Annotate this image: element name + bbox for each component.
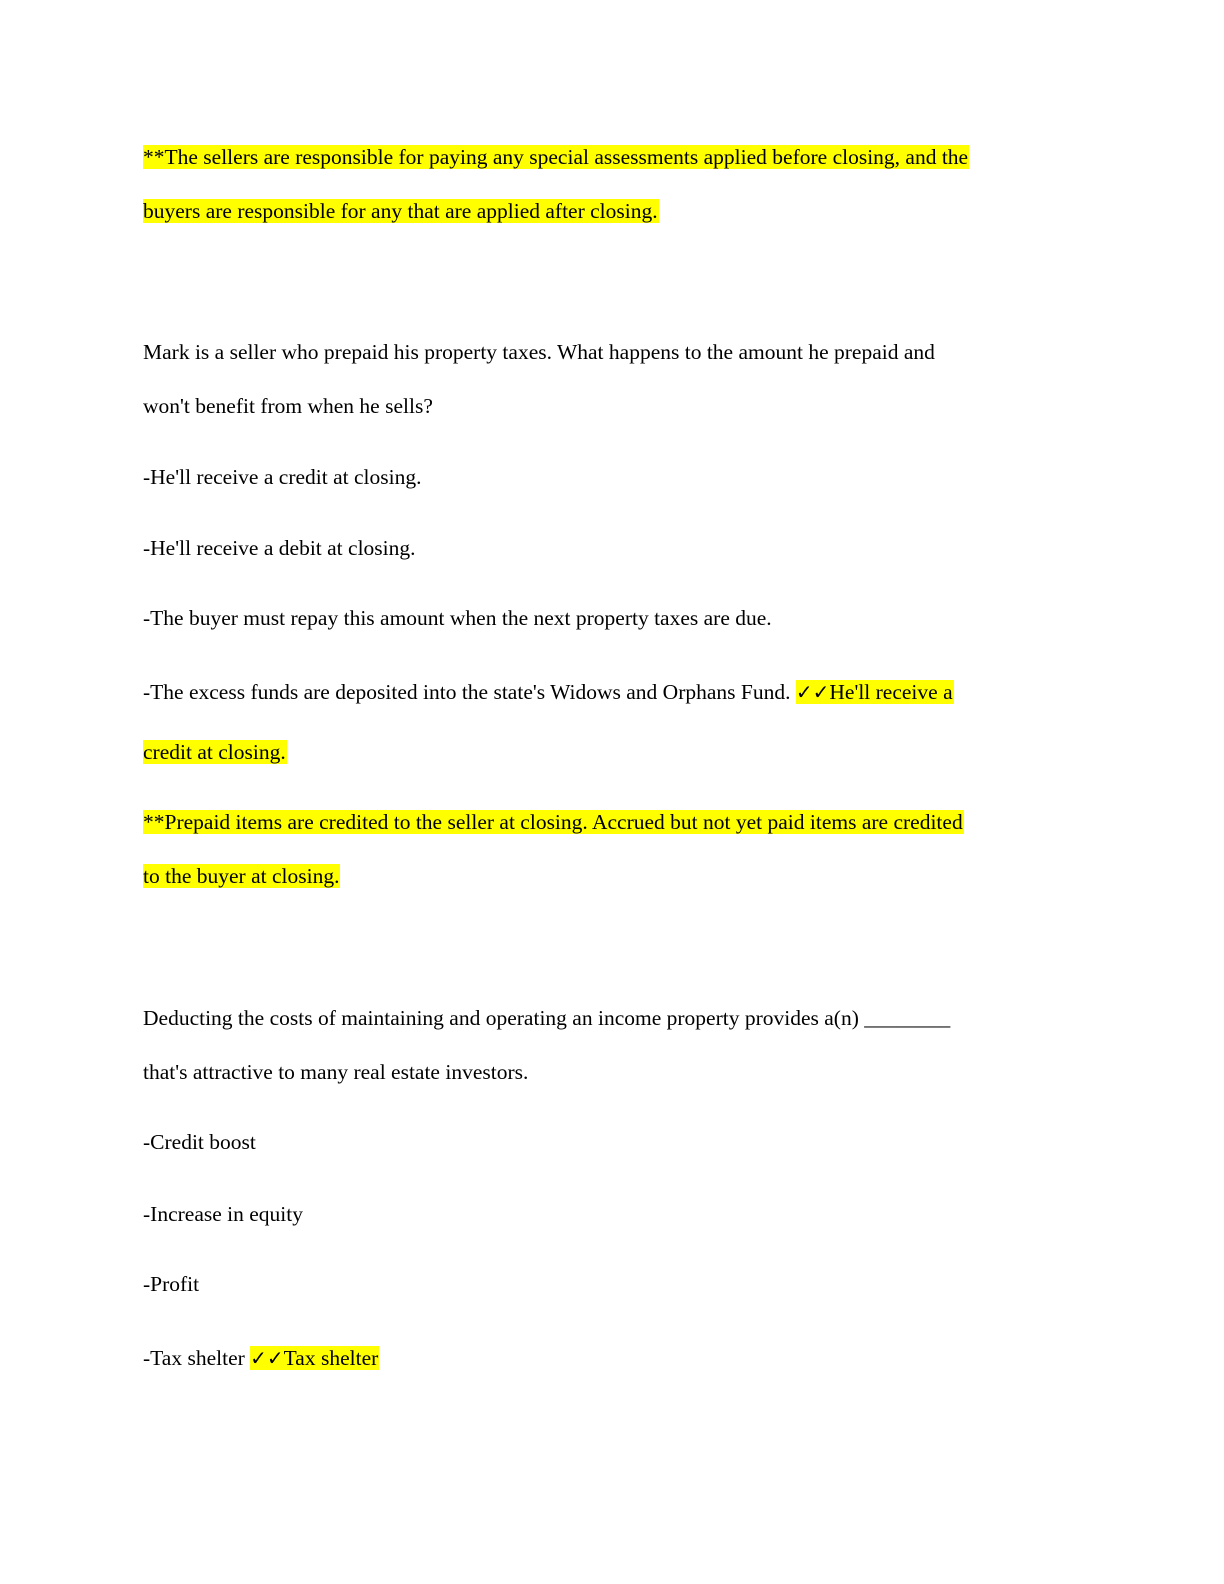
answer-text: credit at closing. (143, 740, 286, 764)
answer-highlight (796, 680, 954, 704)
highlighted-text: **The sellers are responsible for paying any special assessments applied before closing, and the (143, 145, 969, 169)
question-1-option-3: -The buyer must repay this amount when the next property taxes are due. (143, 606, 772, 630)
document-page (143, 0, 1073, 1584)
highlighted-text: **Prepaid items are credited to the seller at closing. Accrued but not yet paid items are credited (143, 810, 963, 834)
question-1-line-2: won't benefit from when he sells? (143, 394, 433, 418)
note-1-line-1 (143, 142, 969, 172)
question-2-option-3: -Profit (143, 1272, 200, 1296)
question-1-option-2: -He'll receive a debit at closing. (143, 536, 416, 560)
question-1-line-1: Mark is a seller who prepaid his property taxes. What happens to the amount he prepaid and (143, 340, 935, 364)
question-2-line-1: Deducting the costs of maintaining and operating an income property provides a(n) ________ (143, 1006, 951, 1030)
option-text: -Tax shelter (143, 1346, 245, 1370)
question-1-answer-line-2 (143, 737, 287, 767)
question-1-option-4 (143, 677, 954, 707)
answer-text: He'll receive a (829, 680, 953, 704)
double-check-icon: ✓✓ (795, 680, 830, 704)
question-1-explanation-line-1 (143, 807, 964, 837)
double-check-icon: ✓✓ (250, 1346, 284, 1370)
question-1-option-1: -He'll receive a credit at closing. (143, 465, 422, 489)
answer-highlight (250, 1346, 379, 1370)
question-2-option-1: -Credit boost (143, 1130, 256, 1154)
highlighted-text: to the buyer at closing. (143, 864, 340, 888)
question-2-option-4 (143, 1343, 379, 1373)
note-1-line-2 (143, 196, 659, 226)
question-2-option-2: -Increase in equity (143, 1202, 303, 1226)
answer-text: Tax shelter (283, 1346, 379, 1370)
highlighted-text: buyers are responsible for any that are applied after closing. (143, 199, 658, 223)
question-1-explanation-line-2 (143, 861, 340, 891)
question-2-line-2: that's attractive to many real estate investors. (143, 1060, 529, 1084)
option-text: -The excess funds are deposited into the state's Widows and Orphans Fund. (143, 680, 791, 704)
